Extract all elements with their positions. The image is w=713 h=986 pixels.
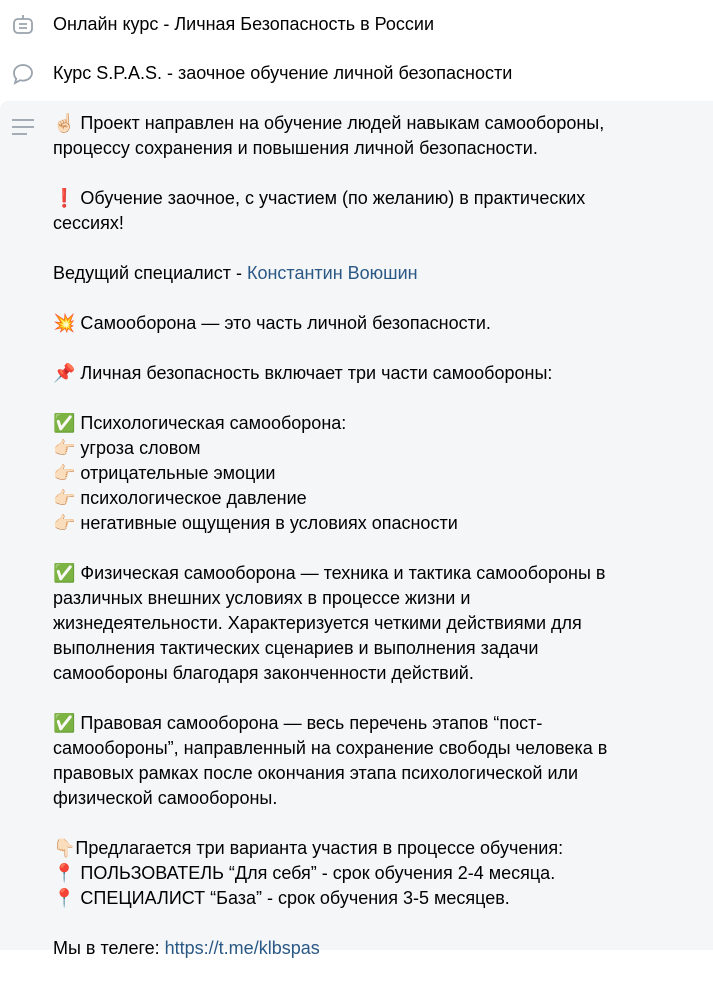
text-line: ✅ Правовая самооборона — весь перечень этапов “пост- [53, 713, 543, 733]
telegram-link[interactable]: https://t.me/klbspas [164, 938, 320, 958]
description-text [53, 111, 607, 986]
list-item: 📍 ПОЛЬЗОВАТЕЛЬ “Для себя” - срок обучения 2-4 месяца. [53, 863, 556, 883]
text-line: ❗ Обучение заочное, с участием (по желанию) в практических [53, 188, 586, 208]
description-block [0, 101, 713, 958]
page-title: Онлайн курс - Личная Безопасность в России [53, 14, 434, 34]
text-line: самообороны благодаря законченности действий. [53, 663, 474, 683]
text-line: жизнедеятельности. Характеризуется четкими действиями для [53, 613, 582, 633]
lead-line [53, 261, 607, 286]
text-line: процессу сохранения и повышения личной безопасности. [53, 138, 538, 158]
text-line: сессиях! [53, 213, 124, 233]
text-line: выполнения тактических сценариев и выполнения задачи [53, 638, 539, 658]
list-item: 👉🏻 отрицательные эмоции [53, 463, 276, 483]
title-row [0, 0, 713, 49]
lead-specialist-link[interactable]: Константин Воюшин [246, 263, 418, 283]
text-line: 📌 Личная безопасность включает три части самообороны: [53, 363, 553, 383]
text-line: ☝🏻 Проект направлен на обучение людей навыкам самообороны, [53, 113, 605, 133]
text-line: ✅ Психологическая самооборона: [53, 413, 347, 433]
text-line: 💥 Самооборона — это часть личной безопасности. [53, 313, 491, 333]
list-item: 👉🏻 негативные ощущения в условиях опасности [53, 513, 458, 533]
lead-label: Ведущий специалист - [53, 263, 247, 283]
text-line: 👇🏻Предлагается три варианта участия в процессе обучения: [53, 838, 564, 858]
telegram-label: Мы в телеге: [53, 938, 165, 958]
text-line: ✅ Физическая самооборона — техника и тактика самообороны в [53, 563, 606, 583]
subtitle-row [0, 49, 713, 98]
comment-icon [0, 62, 53, 86]
list-item: 👉🏻 угроза словом [53, 438, 201, 458]
text-line: различных внешних условиях в процессе жизни и [53, 588, 471, 608]
text-line: правовых рамках после окончания этапа психологической или [53, 763, 579, 783]
text-line: самообороны”, направленный на сохранение свободы человека в [53, 738, 608, 758]
menu-lines-icon [11, 117, 35, 142]
list-item: 👉🏻 психологическое давление [53, 488, 307, 508]
text-line: физической самообороны. [53, 788, 278, 808]
telegram-line [53, 936, 607, 961]
page-subtitle: Курс S.P.A.S. - заочное обучение личной безопасности [53, 63, 513, 83]
bot-icon [0, 13, 53, 37]
list-item: 📍 СПЕЦИАЛИСТ “База” - срок обучения 3-5 месяцев. [53, 888, 510, 908]
